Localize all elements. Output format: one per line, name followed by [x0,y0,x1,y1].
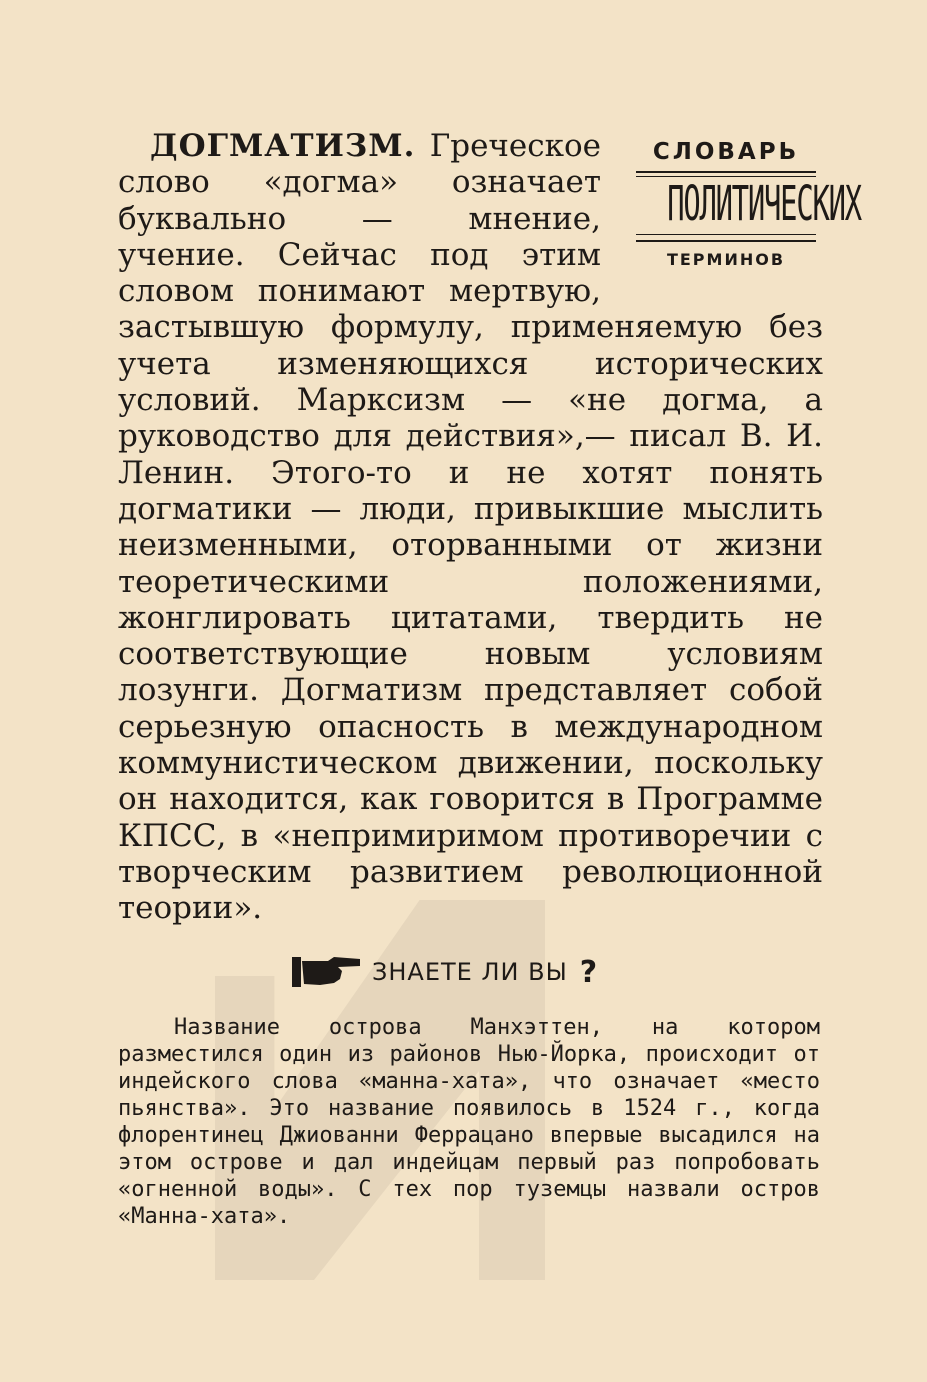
did-you-know-header [290,950,597,994]
question-mark: ? [579,954,598,990]
badge-top-word: СЛОВАРЬ [652,139,800,165]
pointing-hand-icon [290,953,362,991]
dictionary-article [118,128,861,927]
badge-bottom-word: ТЕРМИНОВ [666,250,786,269]
did-you-know-title: ЗНАЕТЕ ЛИ ВЫ [372,958,568,986]
article-body: Греческое слово «догма» означает буквально — мнение, учение. Сейчас под этим словом понимают мертвую, застывшую формулу, применяемую без учета изменяющихся исторических условий. Марксизм — «не догма, а руководство для действия»,— писал В. И. Ленин. Этого-то и не хотят понять догматики — люди, привыкшие мыслить неизменными, оторванными от жизни теоретическими положениями, жонглировать цитатами, твердить не соответствующие новым условиям лозунги. Догматизм представляет собой серьезную опасность в международном коммунистическом движении, поскольку он находится, как говорится в Программе КПСС, в «непримиримом противоречии с творческим развитием революционной теории». [118,128,823,927]
badge-spacer [601,128,861,308]
did-you-know-text: Название острова Манхэттен, на котором разместился один из районов Нью-Йорка, происходит от индейского слова «манна-хата», что означает «место пьянства». Это название появилось в 1524 г., когда флорентинец Джиованни Феррацано впервые высадился на этом острове и дал индейцам первый раз попробовать «огненной воды». С тех пор туземцы назвали остров «Манна-хата». [118,1015,820,1229]
article-headword: ДОГМАТИЗМ. [150,128,416,164]
badge-middle-word: ПОЛИТИЧЕСКИХ [667,176,861,232]
